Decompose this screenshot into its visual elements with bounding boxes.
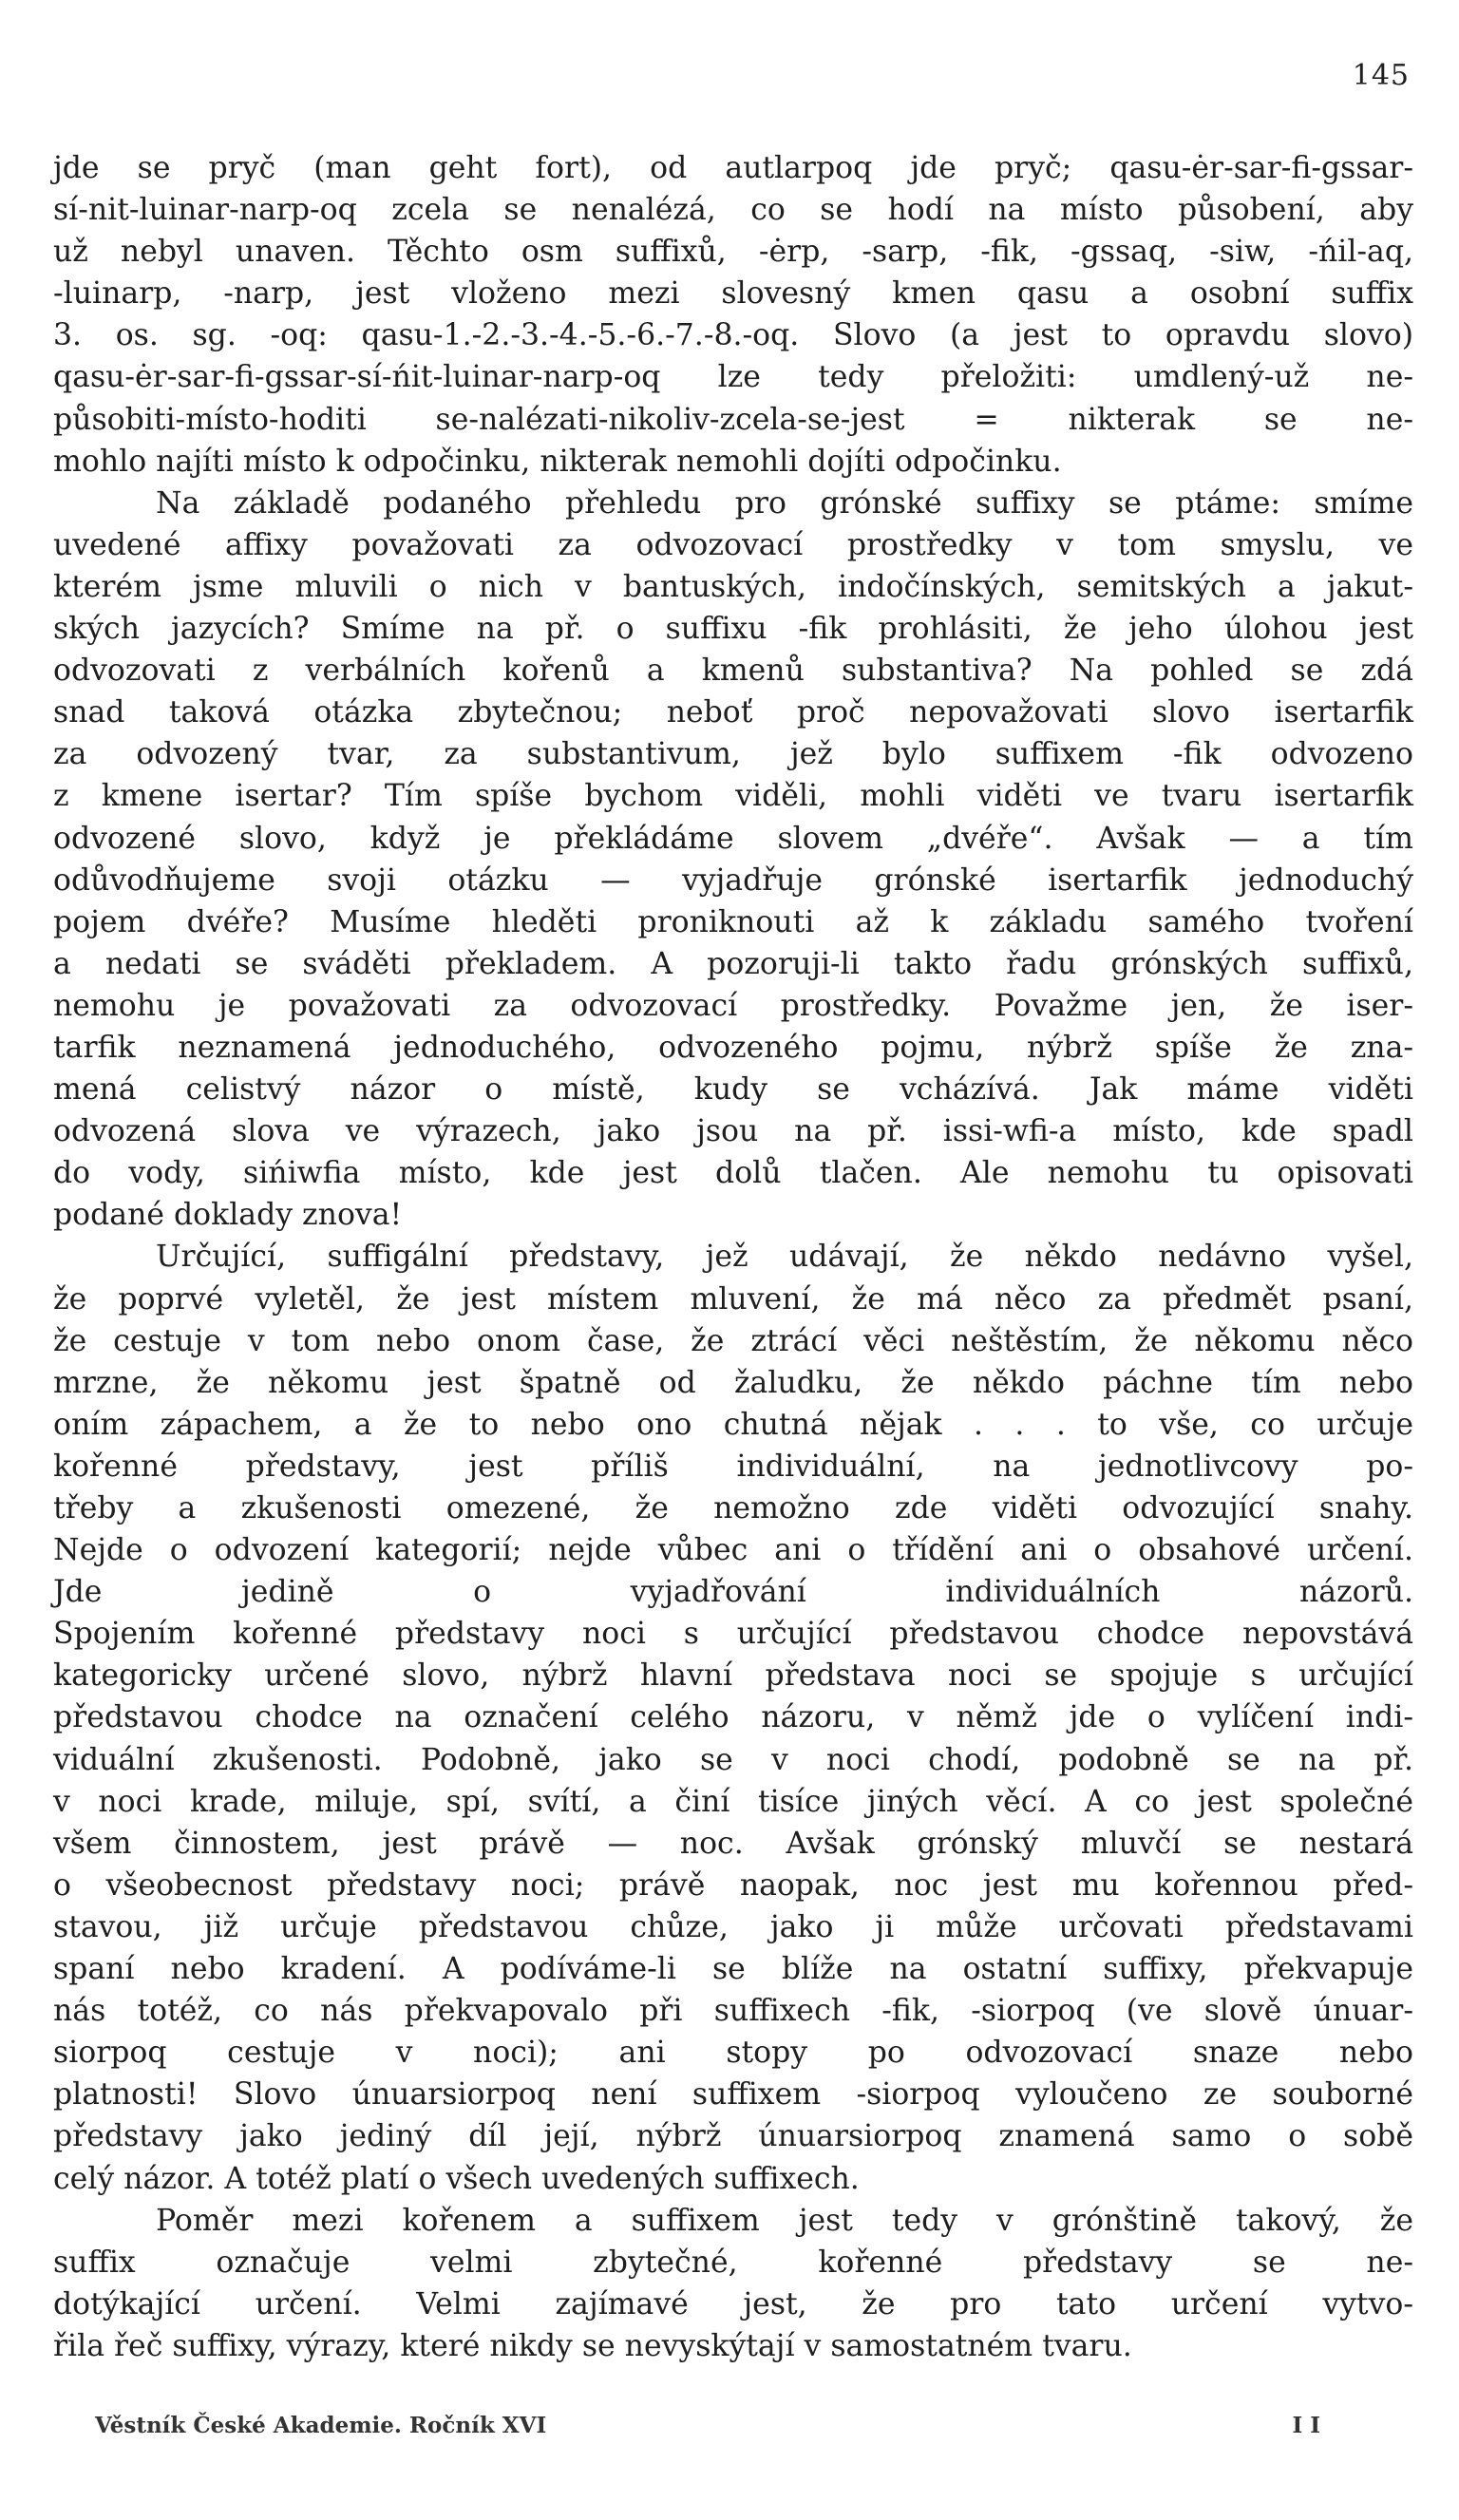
text-line: Spojením kořenné představy noci s určující představou chodce nepovstává — [53, 1617, 1413, 1652]
text-line: představy jako jediný díl její, nýbrž únuarsiorpoq znamená samo o sobě — [53, 2119, 1413, 2154]
page-footer — [95, 2413, 1320, 2438]
text-line: qasu-ėr-sar-fi-gssar-sí-ńit-luinar-narp-oq lze tedy přeložiti: umdlený-už ne- — [53, 360, 1413, 395]
text-line: stavou, již určuje představou chůze, jako ji může určovati představami — [53, 1909, 1413, 1944]
text-line: odvozovati z verbálních kořenů a kmenů substantiva? Na pohled se zdá — [53, 654, 1413, 689]
text-line: působiti-místo-hoditi se-nalézati-nikoliv-zcela-se-jest = nikterak se ne- — [53, 402, 1413, 437]
text-line: oním zápachem, a že to nebo ono chutná nějak . . . to vše, co určuje — [53, 1407, 1413, 1442]
text-line: platnosti! Slovo únuarsiorpoq není suffixem -siorpoq vyloučeno ze souborné — [53, 2077, 1413, 2113]
text-line: odvozené slovo, když je překládáme slovem „dvéře“. Avšak — a tím — [53, 821, 1413, 856]
text-line: tarfik neznamená jednoduchého, odvozeného pojmu, nýbrž spíše že zna- — [53, 1030, 1413, 1065]
text-line: -luinarp, -narp, jest vloženo mezi slovesný kmen qasu a osobní suffix — [53, 276, 1413, 312]
text-line: odvozená slova ve výrazech, jako jsou na př. issi-wfi-a místo, kde spadl — [53, 1114, 1413, 1149]
text-line: kořenné představy, jest příliš individuální, na jednotlivcovy po- — [53, 1449, 1413, 1484]
text-line: mená celistvý názor o místě, kudy se vcházívá. Jak máme viděti — [53, 1072, 1413, 1108]
text-line: dotýkající určení. Velmi zajímavé jest, že pro tato určení vytvo- — [53, 2286, 1413, 2321]
text-line: že poprvé vyletěl, že jest místem mluvení, že má něco za předmět psaní, — [53, 1281, 1413, 1317]
text-line: odůvodňujeme svoji otázku — vyjadřuje grónské isertarfik jednoduchý — [53, 862, 1413, 898]
text-line: Jde jedině o vyjadřování individuálních názorů. — [53, 1575, 1413, 1610]
text-line: kterém jsme mluvili o nich v bantuských, indočínských, semitských a jakut- — [53, 569, 1413, 604]
text-line: z kmene isertar? Tím spíše bychom viděli, mohli viděti ve tvaru isertarfik — [53, 779, 1413, 814]
paragraph-start-line: Poměr mezi kořenem a suffixem jest tedy v grónštině takový, že — [156, 2203, 1413, 2238]
text-line: spaní nebo kradení. A podíváme-li se blíže na ostatní suffixy, překvapuje — [53, 1952, 1413, 1987]
text-line: celý názor. A totéž platí o všech uvedených suffixech. — [53, 2161, 860, 2196]
text-line: do vody, sińiwfia místo, kde jest dolů tlačen. Ale nemohu tu opisovati — [53, 1156, 1413, 1191]
text-line: řila řeč suffixy, výrazy, které nikdy se nevyskýtají v samostatném tvaru. — [53, 2328, 1132, 2363]
text-line: že cestuje v tom nebo onom čase, že ztrácí věci neštěstím, že někomu něco — [53, 1323, 1413, 1358]
text-line: třeby a zkušenosti omezené, že nemožno zde viděti odvozující snahy. — [53, 1491, 1413, 1525]
text-line: uvedené affixy považovati za odvozovací prostředky v tom smyslu, ve — [53, 527, 1413, 562]
text-line: Nejde o odvození kategorií; nejde vůbec ani o třídění ani o obsahové určení. — [53, 1533, 1413, 1568]
text-line: za odvozený tvar, za substantivum, jež bylo suffixem -fik odvozeno — [53, 737, 1413, 772]
text-line: a nedati se sváděti překladem. A pozoruji-li takto řadu grónských suffixů, — [53, 946, 1413, 981]
text-line: sí-nit-luinar-narp-oq zcela se nenalézá, co se hodí na místo působení, aby — [53, 193, 1413, 228]
signature-mark: I I — [1292, 2413, 1320, 2438]
text-line: mrzne, že někomu jest špatně od žaludku, že někdo páchne tím nebo — [53, 1365, 1413, 1400]
journal-title: Věstník České Akademie. Ročník XVI — [95, 2413, 547, 2438]
page-number: 145 — [1352, 59, 1410, 92]
text-line: kategoricky určené slovo, nýbrž hlavní představa noci se spojuje s určující — [53, 1658, 1413, 1694]
paragraph-start-line: Na základě podaného přehledu pro grónské suffixy se ptáme: smíme — [156, 485, 1413, 521]
text-line: suffix označuje velmi zbytečné, kořenné představy se ne- — [53, 2245, 1413, 2280]
text-line: 3. os. sg. -oq: qasu-1.-2.-3.-4.-5.-6.-7.-8.-oq. Slovo (a jest to opravdu slovo) — [53, 318, 1413, 353]
text-line: viduální zkušenosti. Podobně, jako se v noci chodí, podobně se na př. — [53, 1742, 1413, 1777]
text-line: siorpoq cestuje v noci); ani stopy po odvozovací snaze nebo — [53, 2036, 1413, 2071]
text-line: už nebyl unaven. Těchto osm suffixů, -ėrp, -sarp, -fik, -gssaq, -siw, -ńil-aq, — [53, 235, 1413, 270]
text-line: ských jazycích? Smíme na př. o suffixu -fik prohlásiti, že jeho úlohou jest — [53, 612, 1413, 647]
text-line: představou chodce na označení celého názoru, v němž jde o vylíčení indi- — [53, 1700, 1413, 1735]
body-text — [53, 147, 1413, 2367]
text-line: nemohu je považovati za odvozovací prostředky. Považme jen, že iser- — [53, 988, 1413, 1023]
text-line: všem činnostem, jest právě — noc. Avšak grónský mluvčí se nestará — [53, 1826, 1413, 1861]
text-line: podané doklady znova! — [53, 1198, 403, 1233]
text-line: nás totéž, co nás překvapovalo při suffixech -fik, -siorpoq (ve slově únuar- — [53, 1994, 1413, 2029]
text-line: mohlo najíti místo k odpočinku, nikterak nemohli dojíti odpočinku. — [53, 444, 1062, 479]
text-line: pojem dvéře? Musíme hleděti proniknouti až k základu samého tvoření — [53, 904, 1413, 939]
paragraph-start-line: Určující, suffigální představy, jež udávají, že někdo nedávno vyšel, — [156, 1240, 1413, 1275]
text-line: jde se pryč (man geht fort), od autlarpoq jde pryč; qasu-ėr-sar-fi-gssar- — [53, 151, 1413, 185]
text-line: v noci krade, miluje, spí, svítí, a činí tisíce jiných věcí. A co jest společné — [53, 1784, 1413, 1819]
text-line: o všeobecnost představy noci; právě naopak, noc jest mu kořennou před- — [53, 1867, 1413, 1903]
text-line: snad taková otázka zbytečnou; neboť proč nepovažovati slovo isertarfik — [53, 695, 1413, 730]
